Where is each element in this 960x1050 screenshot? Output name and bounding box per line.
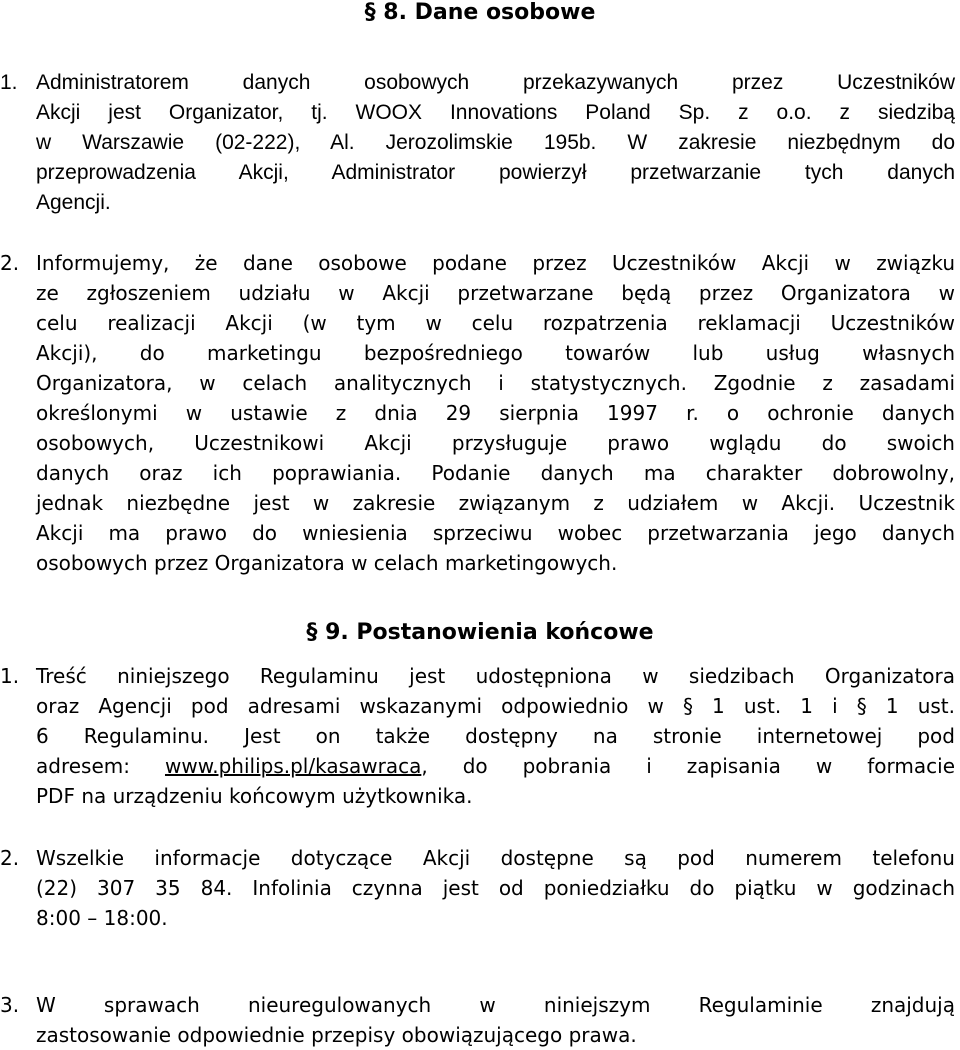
list-item xyxy=(0,990,955,1050)
text-fragment: adresem: xyxy=(36,754,165,778)
text-line: oraz Agencji pod adresami wskazanymi odpowiednio w § 1 ust. 1 i § 1 ust. xyxy=(36,694,955,718)
text-line: 8:00 – 18:00. xyxy=(36,906,168,930)
text-line: jednak niezbędne jest w zakresie związanym z udziałem w Akcji. Uczestnik xyxy=(36,491,955,515)
text-line: osobowych przez Organizatora w celach marketingowych. xyxy=(36,551,618,575)
text-line: Administratorem danych osobowych przekazywanych przez Uczestników xyxy=(36,71,955,94)
item-number: 1. xyxy=(0,71,18,94)
item-number: 3. xyxy=(0,993,20,1017)
item-text xyxy=(36,248,955,578)
text-line: Akcji jest Organizator, tj. WOOX Innovations Poland Sp. z o.o. z siedzibą xyxy=(36,101,955,124)
text-line xyxy=(36,751,955,781)
website-link[interactable]: www.philips.pl/kasawraca xyxy=(164,754,422,778)
text-line: ze zgłoszeniem udziału w Akcji przetwarzane będą przez Organizatora w xyxy=(36,281,955,305)
text-line: Wszelkie informacje dotyczące Akcji dostępne są pod numerem telefonu xyxy=(36,846,955,870)
text-line: określonymi w ustawie z dnia 29 sierpnia 1997 r. o ochronie danych xyxy=(36,401,955,425)
list-item xyxy=(0,248,955,578)
text-line: (22) 307 35 84. Infolinia czynna jest od poniedziałku do piątku w godzinach xyxy=(36,876,955,900)
text-line: Treść niniejszego Regulaminu jest udostępniona w siedzibach Organizatora xyxy=(36,664,955,688)
text-line: Informujemy, że dane osobowe podane przez Uczestników Akcji w związku xyxy=(36,251,955,275)
text-line: PDF na urządzeniu końcowym użytkownika. xyxy=(36,784,473,808)
text-fragment: , do pobrania i zapisania w formacie xyxy=(421,754,956,778)
text-line: danych oraz ich poprawiania. Podanie danych ma charakter dobrowolny, xyxy=(36,461,955,485)
section-heading-9: § 9. Postanowienia końcowe xyxy=(306,620,654,645)
text-line: Akcji ma prawo do wniesienia sprzeciwu wobec przetwarzania jego danych xyxy=(36,521,955,545)
text-line: w Warszawie (02-222), Al. Jerozolimskie 195b. W zakresie niezbędnym do xyxy=(36,131,955,154)
list-item xyxy=(0,661,955,811)
text-line: Agencji. xyxy=(36,191,111,214)
item-number: 2. xyxy=(0,846,20,870)
text-line: zastosowanie odpowiednie przepisy obowiązującego prawa. xyxy=(36,1023,637,1047)
text-line: W sprawach nieuregulowanych w niniejszym Regulaminie znajdują xyxy=(36,993,955,1017)
text-line: przeprowadzenia Akcji, Administrator powierzył przetwarzanie tych danych xyxy=(36,161,955,184)
text-line: Akcji), do marketingu bezpośredniego towarów lub usług własnych xyxy=(36,341,955,365)
item-number: 1. xyxy=(0,664,20,688)
item-text xyxy=(36,68,955,218)
item-text xyxy=(36,843,955,933)
text-line: celu realizacji Akcji (w tym w celu rozpatrzenia reklamacji Uczestników xyxy=(36,311,955,335)
text-line: osobowych, Uczestnikowi Akcji przysługuje prawo wglądu do swoich xyxy=(36,431,955,455)
item-text xyxy=(36,990,955,1050)
list-item xyxy=(0,843,955,933)
text-line: 6 Regulaminu. Jest on także dostępny na stronie internetowej pod xyxy=(36,724,955,748)
item-number: 2. xyxy=(0,251,20,275)
list-item xyxy=(0,68,955,218)
item-text xyxy=(36,661,955,811)
section-heading-8: § 8. Dane osobowe xyxy=(364,0,596,25)
text-line: Organizatora, w celach analitycznych i statystycznych. Zgodnie z zasadami xyxy=(36,371,955,395)
